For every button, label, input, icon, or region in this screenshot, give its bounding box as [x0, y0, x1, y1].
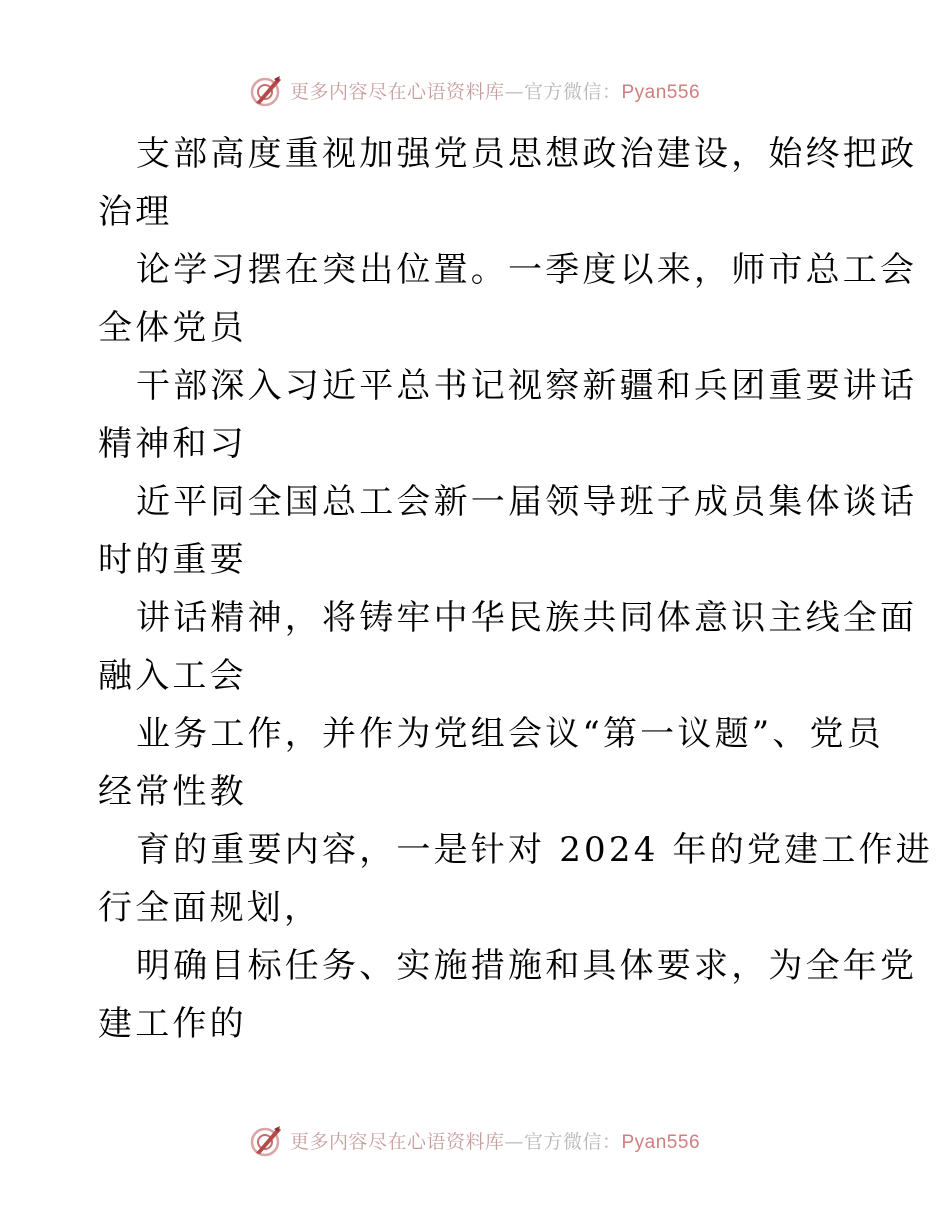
watermark-separator: —	[504, 80, 524, 103]
text-line: 近平同全国总工会新一届领导班子成员集体谈话	[136, 482, 918, 522]
text-line: 全体党员	[98, 308, 247, 348]
watermark-wechat-id: Pyan556	[621, 1131, 701, 1153]
text-line: 业务工作，并作为党组会议“第一议题”、党员	[136, 714, 884, 754]
text-line: 支部高度重视加强党员思想政治建设，始终把政	[136, 134, 918, 174]
watermark-wechat-label: 官方微信：	[523, 80, 622, 103]
watermark-main: 更多内容尽在心语资料库	[289, 1130, 505, 1153]
text-line: 干部深入习近平总书记视察新疆和兵团重要讲话	[136, 366, 918, 406]
text-line: 明确目标任务、实施措施和具体要求，为全年党	[136, 946, 918, 986]
watermark-separator: —	[504, 1130, 524, 1153]
text-line: 治理	[98, 192, 173, 232]
watermark-wechat-id: Pyan556	[621, 81, 701, 103]
watermark-text	[290, 1127, 700, 1154]
document-body	[98, 125, 933, 1053]
quill-logo-icon	[250, 73, 284, 107]
text-line: 精神和习	[98, 424, 247, 464]
text-line: 建工作的	[98, 1004, 247, 1044]
watermark-main: 更多内容尽在心语资料库	[289, 80, 505, 103]
text-line: 育的重要内容，一是针对 2024 年的党建工作进	[136, 830, 933, 870]
text-line: 经常性教	[98, 772, 247, 812]
footer-watermark	[0, 1120, 950, 1160]
watermark-text	[290, 77, 700, 104]
text-line: 行全面规划，	[98, 888, 322, 928]
header-watermark	[0, 70, 950, 110]
watermark-wechat-label: 官方微信：	[523, 1130, 622, 1153]
quill-logo-icon	[250, 1123, 284, 1157]
text-line: 论学习摆在突出位置。一季度以来，师市总工会	[136, 250, 918, 290]
text-line: 讲话精神，将铸牢中华民族共同体意识主线全面	[136, 598, 918, 638]
text-line: 时的重要	[98, 540, 247, 580]
text-line: 融入工会	[98, 656, 247, 696]
